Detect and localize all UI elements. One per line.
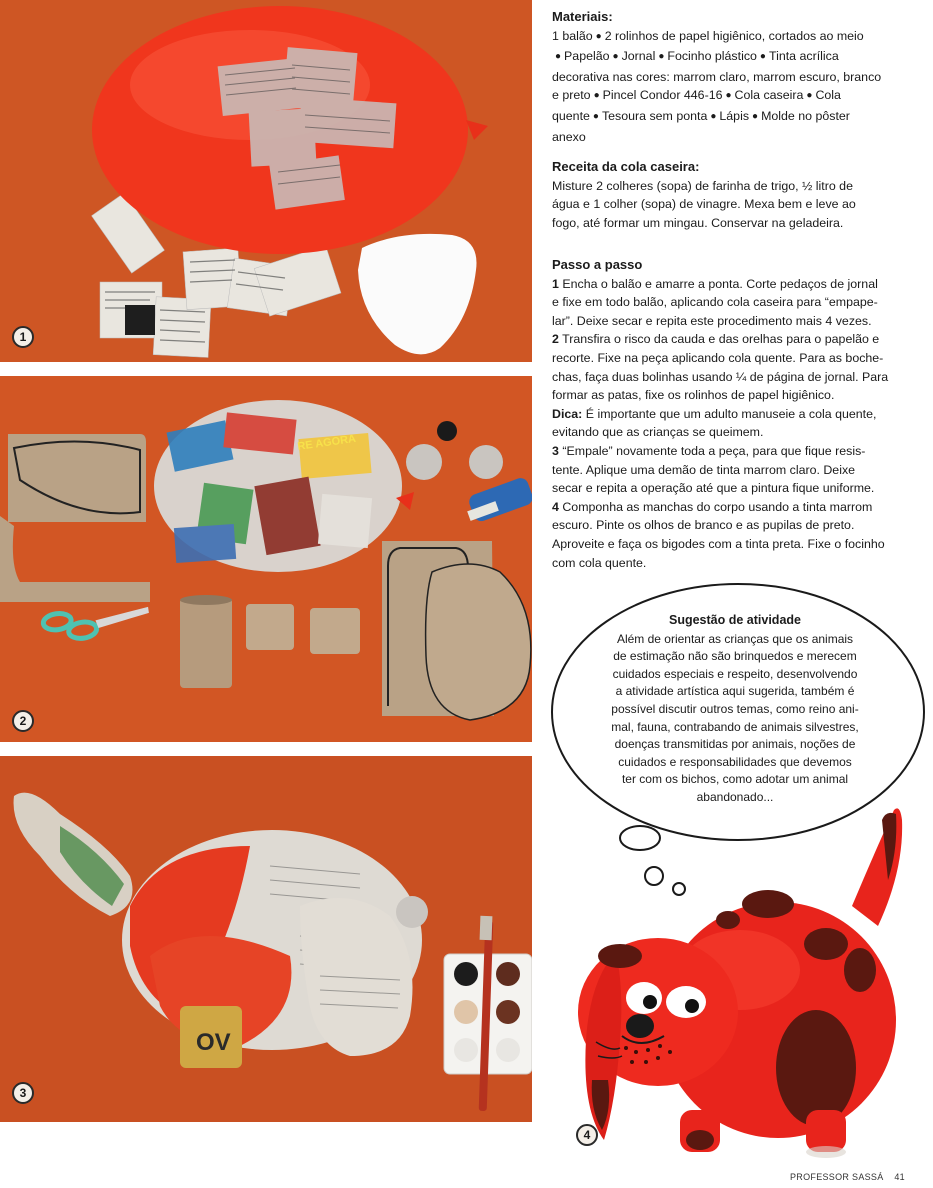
step-text: Transfira o risco da cauda e das orelhas para o papelão e [562,332,880,347]
materials-line [552,128,912,147]
bullet-icon: ● [595,30,602,42]
materials-line [552,47,912,68]
suggestion-line: de estimação não são brinquedos e merecem [613,649,857,664]
bullet-icon: ● [612,51,619,63]
suggestion-line: possível discutir outros temas, como reino ani- [611,701,859,716]
step-line [552,312,912,331]
materials-list [552,27,912,147]
step-text: chas, faça duas bolinhas usando ¼ de página de jornal. Para [552,369,889,384]
step-text: É importante que um adulto manuseie a cola quente, [585,406,877,421]
bullet-icon: ● [710,110,717,122]
step-text: tente. Aplique uma demão de tinta marrom claro. Deixe [552,462,856,477]
bullet-icon: ● [759,51,766,63]
materials-title: Materiais: [552,9,613,24]
material-item: e preto [552,88,591,103]
assembled-body-illustration [0,756,532,1122]
material-item: quente [552,108,590,123]
photo-step-4-finished-dog [560,780,933,1170]
step-number-badge: 2 [12,710,34,732]
material-item: Focinho plástico [667,49,757,64]
bullet-icon: ● [592,110,599,122]
step-number: 4 [552,499,559,514]
step-line [552,405,912,424]
step-line [552,330,912,349]
suggestion-line: abandonado... [696,789,774,804]
steps-list [552,275,912,573]
step-number-badge: 4 [576,1124,598,1146]
material-item: Cola [815,88,841,103]
step-line [552,442,912,461]
steps-title: Passo a passo [552,257,643,272]
step-line [552,349,912,368]
material-item: Jornal [621,49,656,64]
material-item: decorativa nas cores: marrom claro, marrom escuro, branco [552,69,882,84]
step-number: 2 [552,332,559,347]
material-item: Molde no pôster [761,108,850,123]
glue-recipe-line: água e 1 colher (sopa) de vinagre. Mexa bem e leve ao [552,197,856,212]
bullet-icon: ● [555,51,562,63]
photo-step-3 [0,756,532,1122]
step-line [552,516,912,535]
step-line [552,386,912,405]
material-item: anexo [552,129,586,144]
material-item: 2 rolinhos de papel higiênico, cortados ao meio [604,28,864,43]
step-text: escuro. Pinte os olhos de branco e as pupilas de preto. [552,518,855,533]
photo-step-2 [0,376,532,742]
material-item: Cola caseira [734,88,804,103]
material-item: Tinta acrílica [768,49,839,64]
papier-mache-parts-illustration [0,376,532,742]
step-text: com cola quente. [552,555,647,570]
newsprint-headline: RE AGORA [296,432,357,453]
step-line [552,535,912,554]
suggestion-line: Além de orientar as crianças que os animais [616,631,854,646]
page-footer [790,1172,905,1182]
step-text: “Empale” novamente toda a peça, para que fique resis- [562,443,866,458]
step-text: recorte. Fixe na peça aplicando cola quente. Para as boche- [552,350,884,365]
material-item: 1 balão [552,28,593,43]
bullet-icon: ● [593,90,600,102]
page-number: 41 [894,1172,905,1182]
step-line [552,461,912,480]
step-text: evitando que as crianças se queimem. [552,425,764,440]
material-item: Papelão [564,49,610,64]
step-text: lar”. Deixe secar e repita este procedimento mais 4 vezes. [552,313,872,328]
activity-suggestion [585,612,885,807]
step-line [552,554,912,573]
step-line [552,479,912,498]
balloon-newspaper-illustration [0,0,532,362]
glue-recipe-section [552,158,912,232]
material-item: Pincel Condor 446-16 [602,88,723,103]
step-number-badge: 1 [12,326,34,348]
step-text: Encha o balão e amarre a ponta. Corte pedaços de jornal [562,276,878,291]
materials-line [552,68,912,87]
step-number: 3 [552,443,559,458]
step-line [552,498,912,517]
suggestion-title: Sugestão de atividade [669,613,801,627]
bullet-icon: ● [752,110,759,122]
suggestion-line: cuidados e responsabilidades que devemos [618,754,852,769]
photo-step-1 [0,0,532,362]
suggestion-line: cuidados especiais e respeito, desenvolvendo [612,666,858,681]
step-text: Componha as manchas do corpo usando a tinta marrom [562,499,873,514]
step-line [552,368,912,387]
step-line [552,293,912,312]
step-text: Aproveite e faça os bigodes com a tinta preta. Fixe o focinho [552,536,885,551]
materials-section [552,8,912,146]
material-item: Lápis [719,108,750,123]
bullet-icon: ● [725,90,732,102]
red-dog-illustration [560,780,933,1170]
step-number-badge: 3 [12,1082,34,1104]
glue-recipe-line: fogo, até formar um mingau. Conservar na geladeira. [552,215,844,230]
suggestion-line: ter com os bichos, como adotar um animal [621,772,849,787]
step-line [552,423,912,442]
step-number: 1 [552,276,559,291]
step-line [552,275,912,294]
materials-line [552,86,912,107]
step-number: Dica: [552,406,583,421]
materials-line [552,107,912,128]
magazine-name: PROFESSOR SASSÁ [790,1172,884,1182]
suggestion-line: mal, fauna, contrabando de animais silvestres, [611,719,859,734]
step-text: formar as patas, fixe os rolinhos de papel higiênico. [552,388,835,403]
suggestion-line: a atividade artística aqui sugerida, também é [615,684,855,699]
step-text: secar e repita a operação até que a pintura fique uniforme. [552,481,875,496]
newsprint-letters: OV [196,1029,231,1056]
steps-section [552,256,912,572]
material-item: Tesoura sem ponta [601,108,708,123]
glue-recipe-line: Misture 2 colheres (sopa) de farinha de trigo, ½ litro de [552,178,853,193]
step-text: e fixe em todo balão, aplicando cola caseira para “empape- [552,295,878,310]
glue-recipe-title: Receita da cola caseira: [552,159,700,174]
suggestion-line: doenças transmitidas por animais, noções de [614,737,856,752]
bullet-icon: ● [806,90,813,102]
materials-line [552,27,912,48]
bullet-icon: ● [658,51,665,63]
